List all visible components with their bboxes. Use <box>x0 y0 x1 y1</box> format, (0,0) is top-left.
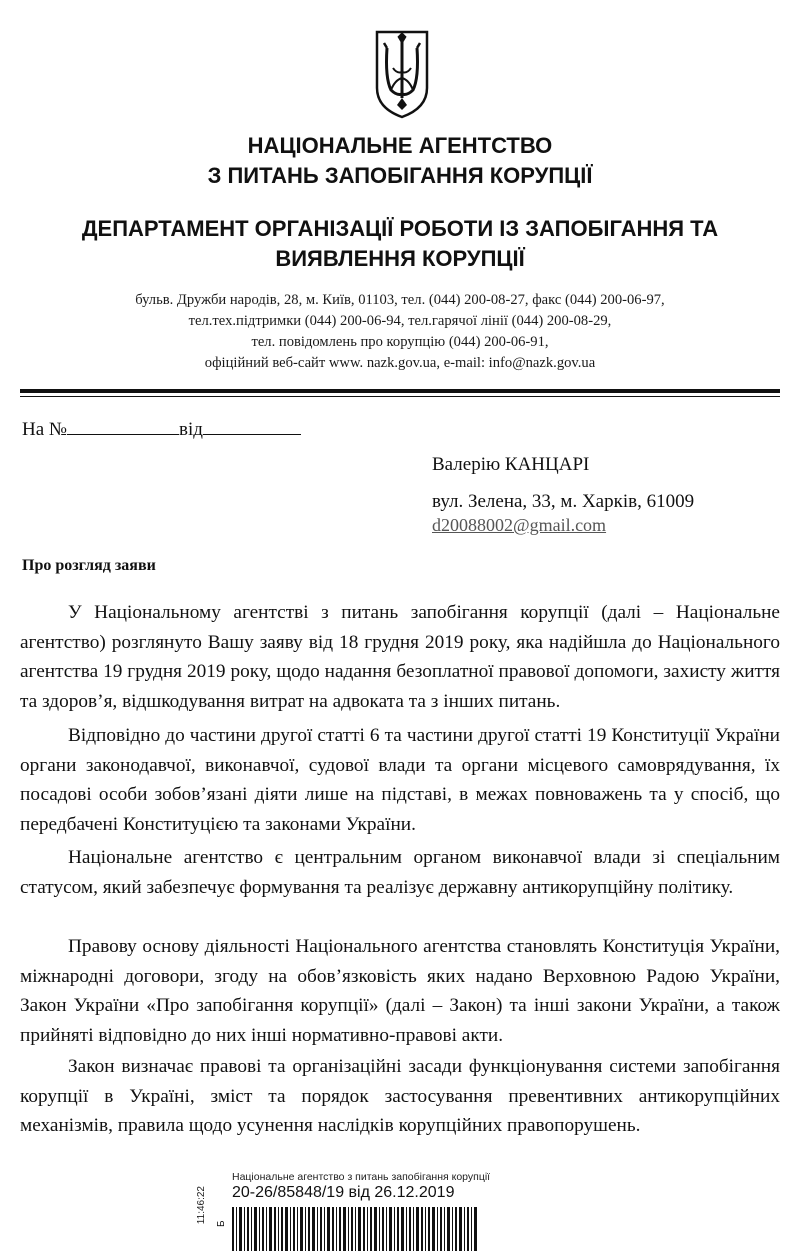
body-paragraph: Правову основу діяльності Національного агентства становлять Конституція України, міжнародні договори, згоду на обов’язковість яких надано Верховною Радою України, Закон України «Про запобігання корупції» (далі – Закон) та інші закони України, а також прийняті відповідно до них інші нормативно-правові акти. <box>20 936 780 1046</box>
trident-coat-of-arms-icon <box>373 28 431 120</box>
contact-address-line: бульв. Дружби народів, 28, м. Київ, 01103, тел. (044) 200-08-27, факс (044) 200-06-97, <box>135 292 665 308</box>
reference-date-label: від <box>179 419 203 440</box>
registration-stamp-number: 20-26/85848/19 від 26.12.2019 <box>232 1184 455 1201</box>
body-paragraph: Відповідно до частини другої статті 6 та частини другої статті 19 Конституції України органи законодавчої, виконавчої, судової влади та органи місцевого самоврядування, їх посадові особи зобов’язані діяти лише на підставі, в межах повноважень та у спосіб, що передбачені Конституцією та законами України. <box>20 725 780 835</box>
registration-stamp-title: Національне агентство з питань запобігання корупції <box>232 1171 491 1183</box>
contact-phones-line: тел.тех.підтримки (044) 200-06-94, тел.гарячої лінії (044) 200-08-29, <box>188 313 612 329</box>
body-paragraph: Закон визначає правові та організаційні засади функціонування системи запобігання корупції в Україні, зміст та порядок застосування превентивних антикорупційних механізмів, правила щодо усунення наслідків корупційних правопорушень. <box>20 1056 780 1136</box>
registration-stamp-mark: Б <box>216 1220 227 1227</box>
registration-stamp-time: 11:46:22 <box>196 1186 207 1225</box>
reference-line <box>22 416 301 441</box>
contact-web-email-line: офіційний веб-сайт www. nazk.gov.ua, e-mail: info@nazk.gov.ua <box>204 355 596 371</box>
agency-name-line-2: З ПИТАНЬ ЗАПОБІГАННЯ КОРУПЦІЇ <box>207 163 593 188</box>
recipient-name: Валерію КАНЦАРІ <box>432 454 590 475</box>
recipient-email: d20088002@gmail.com <box>432 515 607 535</box>
barcode-icon <box>232 1207 478 1251</box>
recipient-address: вул. Зелена, 33, м. Харків, 61009 <box>432 491 695 512</box>
contact-corruption-report-line: тел. повідомлень про корупцію (044) 200-06-91, <box>251 334 549 350</box>
body-paragraph: Національне агентство є центральним органом виконавчої влади зі спеціальним статусом, який забезпечує формування та реалізує державну антикорупційну політику. <box>20 847 780 898</box>
header-divider-thick <box>20 389 780 393</box>
reference-number-label: На № <box>22 419 68 440</box>
reference-date-blank <box>203 416 301 435</box>
body-paragraph: У Національному агентстві з питань запобігання корупції (далі – Національне агентство) розглянуто Вашу заяву від 18 грудня 2019 року, яка надійшла до Національного агентства 19 грудня 2019 року, щодо надання безоплатної правової допомоги, захисту життя та здоров’я, відшкодування витрат на адвоката та з інших питань. <box>20 602 780 712</box>
department-name-line-1: ДЕПАРТАМЕНТ ОРГАНІЗАЦІЇ РОБОТИ ІЗ ЗАПОБІГАННЯ ТА <box>81 216 719 241</box>
department-name-line-2: ВИЯВЛЕННЯ КОРУПЦІЇ <box>275 246 525 271</box>
letter-subject: Про розгляд заяви <box>22 557 156 574</box>
reference-number-blank <box>67 416 179 435</box>
header-divider-thin <box>20 396 780 397</box>
agency-name-line-1: НАЦІОНАЛЬНЕ АГЕНТСТВО <box>247 133 553 158</box>
